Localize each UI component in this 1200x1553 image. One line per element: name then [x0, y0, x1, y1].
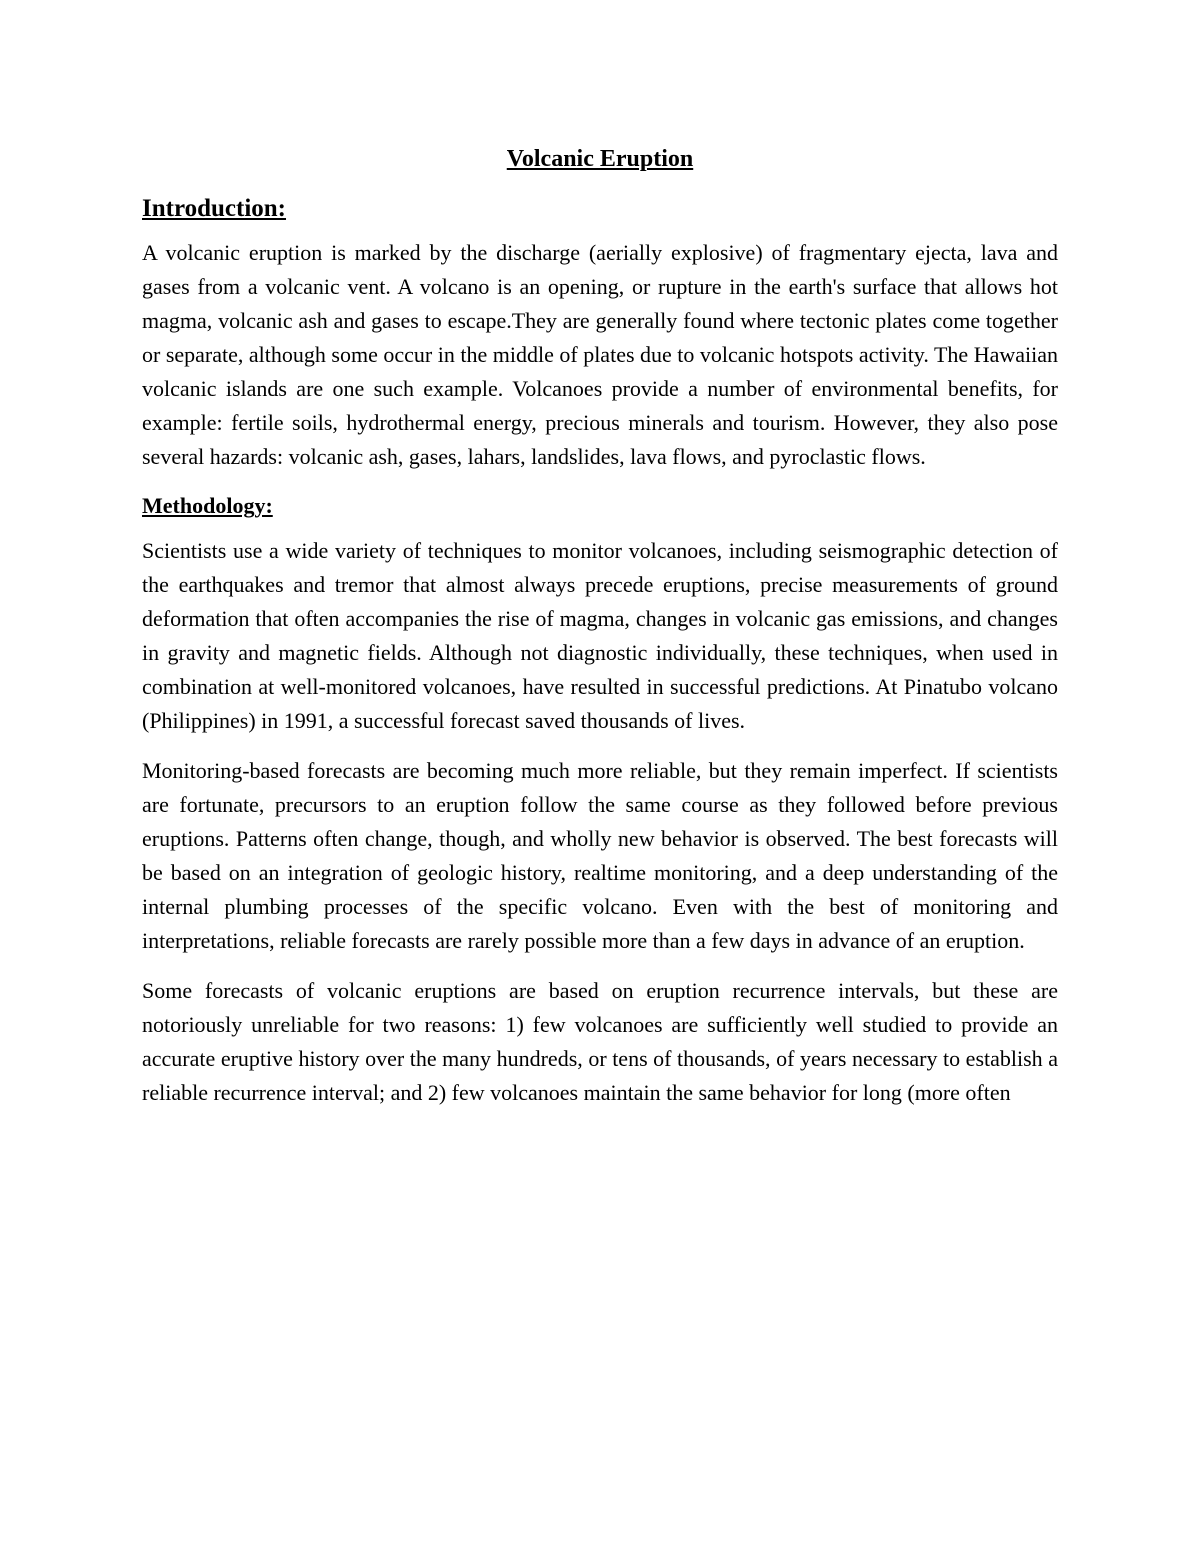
paragraph-methodology-2: Monitoring-based forecasts are becoming much more reliable, but they remain imperfect. If scientists are fortunate, precursors to an eruption follow the same course as they followed before previous eruptions. Patterns often change, though, and wholly new behavior is observed. The best forecasts will be based on an integration of geologic history, realtime monitoring, and a deep understanding of the internal plumbing processes of the specific volcano. Even with the best of monitoring and interpretations, reliable forecasts are rarely possible more than a few days in advance of an eruption. [142, 758, 1058, 953]
section-heading-methodology: Methodology: [142, 493, 273, 518]
paragraph-introduction: A volcanic eruption is marked by the discharge (aerially explosive) of fragmentary ejecta, lava and gases from a volcanic vent. A volcano is an opening, or rupture in the earth's surface that allows hot magma, volcanic ash and gases to escape.They are generally found where tectonic plates come together or separate, although some occur in the middle of plates due to volcanic hotspots activity. The Hawaiian volcanic islands are one such example. Volcanoes provide a number of environmental benefits, for example: fertile soils, hydrothermal energy, precious minerals and tourism. However, they also pose several hazards: volcanic ash, gases, lahars, landslides, lava flows, and pyroclastic flows. [142, 240, 1058, 469]
page-title: Volcanic Eruption [506, 146, 694, 172]
paragraph-methodology-1: Scientists use a wide variety of techniques to monitor volcanoes, including seismographic detection of the earthquakes and tremor that almost always precede eruptions, precise measurements of ground deformation that often accompanies the rise of magma, changes in volcanic gas emissions, and changes in gravity and magnetic fields. Although not diagnostic individually, these techniques, when used in combination at well-monitored volcanoes, have resulted in successful predictions. At Pinatubo volcano (Philippines) in 1991, a successful forecast saved thousands of lives. [142, 538, 1058, 733]
section-heading-introduction: Introduction: [142, 195, 287, 222]
document-body [142, 140, 1058, 1126]
paragraph-methodology-3: Some forecasts of volcanic eruptions are based on eruption recurrence intervals, but these are notoriously unreliable for two reasons: 1) few volcanoes are sufficiently well studied to provide an accurate eruptive history over the many hundreds, or tens of thousands, of years necessary to establish a reliable recurrence interval; and 2) few volcanoes maintain the same behavior for long (more often [142, 978, 1058, 1105]
